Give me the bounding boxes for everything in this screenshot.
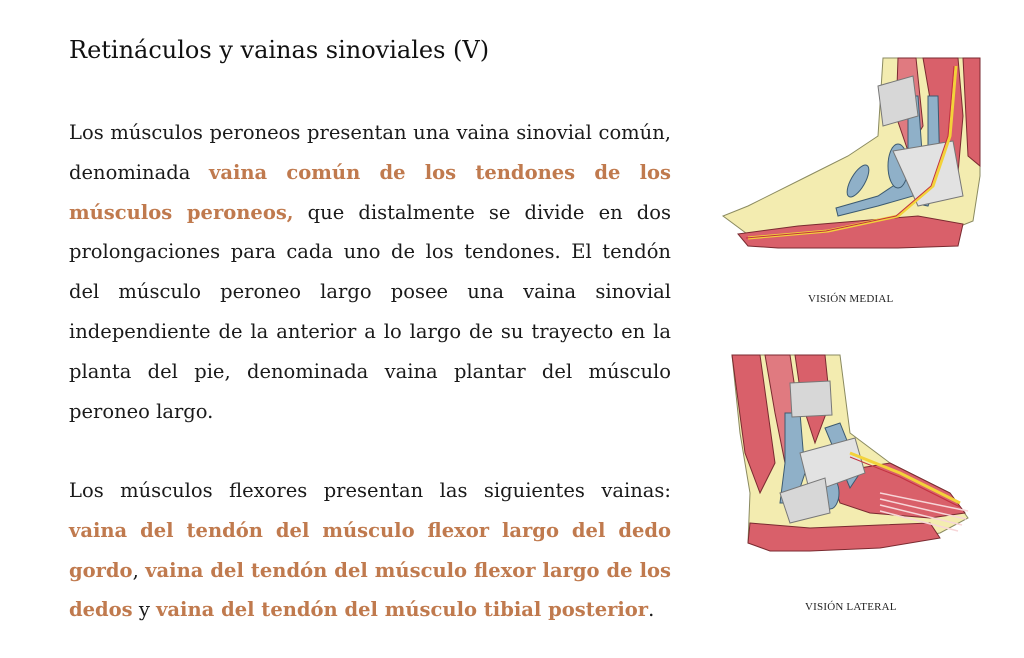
paragraph-text: y: [132, 598, 157, 622]
paragraph-text: Los músculos peroneos presentan una vaina sinovial común, denominada: [69, 121, 671, 184]
paragraph-text: Los músculos flexores presentan las siguientes vainas:: [69, 479, 671, 502]
highlight-term: vaina del tendón del músculo tibial posterior: [156, 598, 649, 622]
medial-view-caption: VISIÓN MEDIAL: [808, 293, 894, 305]
paragraph-peroneal: [69, 113, 671, 431]
paragraph-text: .: [648, 598, 655, 622]
highlight-term: vaina común de los tendones de los músculos peroneos,: [69, 160, 672, 224]
highlight-term: vaina del tendón del músculo flexor largo del dedo gordo: [69, 518, 671, 582]
lateral-view-caption: VISIÓN LATERAL: [805, 601, 897, 613]
foot-lateral-illustration: [730, 353, 970, 553]
highlight-term: vaina del tendón del músculo flexor largo de los dedos: [69, 558, 671, 622]
paragraph-flexors: [69, 471, 671, 630]
paragraph-text: que distalmente se divide en dos prolongaciones para cada uno de los tendones. El tendón del músculo peroneo largo posee una vaina sinovial independiente de la anterior a lo largo de su trayecto en la planta del pie, denominada vaina plantar del músculo peroneo largo.: [69, 200, 671, 423]
foot-medial-illustration: [718, 56, 982, 256]
paragraph-text: ,: [132, 558, 146, 582]
page-title: Retináculos y vainas sinoviales (V): [69, 36, 490, 64]
